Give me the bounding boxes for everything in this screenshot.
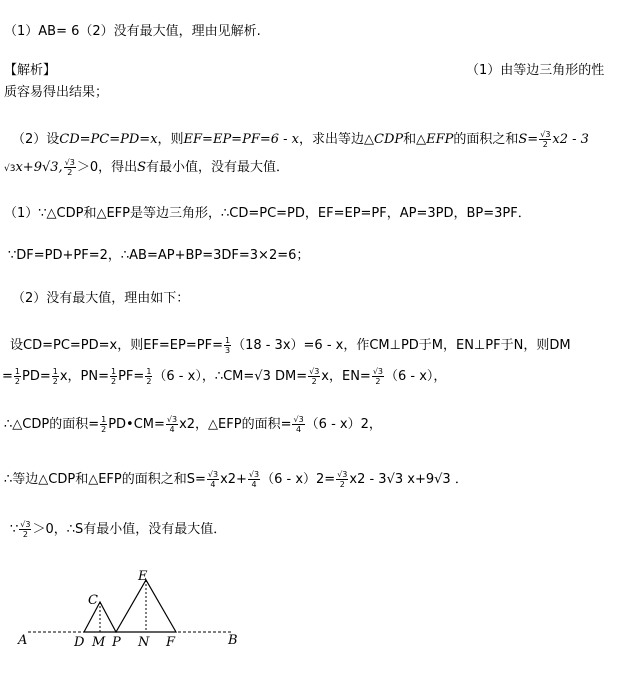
solution-2-line3: ∴△CDP的面积= $\frac{1}{2}$ PD•CM= $\frac{√3}{4}$ x2，△EFP的面积= $\frac{√3}{4}$ （6 - x）2，: [4, 415, 382, 434]
label-d: D: [74, 635, 85, 650]
answer-line: （1）AB= 6（2）没有最大值，理由见解析.: [4, 24, 261, 39]
label-a: A: [18, 633, 28, 648]
label-b: B: [228, 633, 238, 648]
solution-2-line4: ∴等边△CDP和△EFP的面积之和S= $\frac{√3}{4}$ x2+ $\frac{√3}{4}$ （6 - x）2= $\frac{√3}{2}$ x2 - 3√3 x+9√3 ．: [4, 470, 468, 489]
analysis-p1-right: （1）由等边三角形的性: [466, 63, 605, 78]
label-c: C: [88, 593, 98, 608]
analysis-p1-cont: 质容易得出结果；: [4, 85, 109, 100]
analysis-title: 【解析】: [4, 63, 57, 78]
label-p: P: [112, 635, 121, 650]
geometry-figure: [0, 560, 630, 676]
solution-2-line2: = $\frac{1}{2}$ PD= $\frac{1}{2}$ x，PN= $\frac{1}{2}$ PF= $\frac{1}{2}$ （6 - x），∴CM=√3 DM= $\frac{√3}{2}$ x，EN= $\frac{√3}{2}$ （6 - x），: [2, 367, 447, 386]
solution-1-line1: （1）∵△CDP和△EFP是等边三角形，∴CD=PC=PD，EF=EP=PF，AP=3PD，BP=3PF．: [4, 206, 531, 221]
analysis-p2: （2）设CD=PC=PD=x，则EF=EP=PF=6 - x，求出等边△CDP和△EFP的面积之和S= $\frac{√3}{2}$ x2 - 3: [12, 130, 589, 149]
solution-2-title: （2）没有最大值，理由如下：: [12, 291, 190, 306]
label-m: M: [92, 635, 106, 650]
solution-2-line5: ∵ $\frac{√3}{2}$ ＞0，∴S有最小值，没有最大值．: [10, 520, 227, 539]
label-f: F: [166, 635, 176, 650]
label-n: N: [138, 635, 150, 650]
solution-2-line1: 设CD=PC=PD=x，则EF=EP=PF= $\frac{1}{3}$ （18 - 3x）=6 - x，作CM⊥PD于M，EN⊥PF于N，则DM: [10, 336, 571, 355]
label-e: E: [138, 569, 148, 584]
analysis-p2-cont: √3x+9√3, $\frac{√3}{2}$ ＞0，得出S有最小值，没有最大值．: [4, 158, 290, 177]
solution-1-line2: ∵DF=PD+PF=2，∴AB=AP+BP=3DF=3×2=6；: [8, 248, 310, 263]
